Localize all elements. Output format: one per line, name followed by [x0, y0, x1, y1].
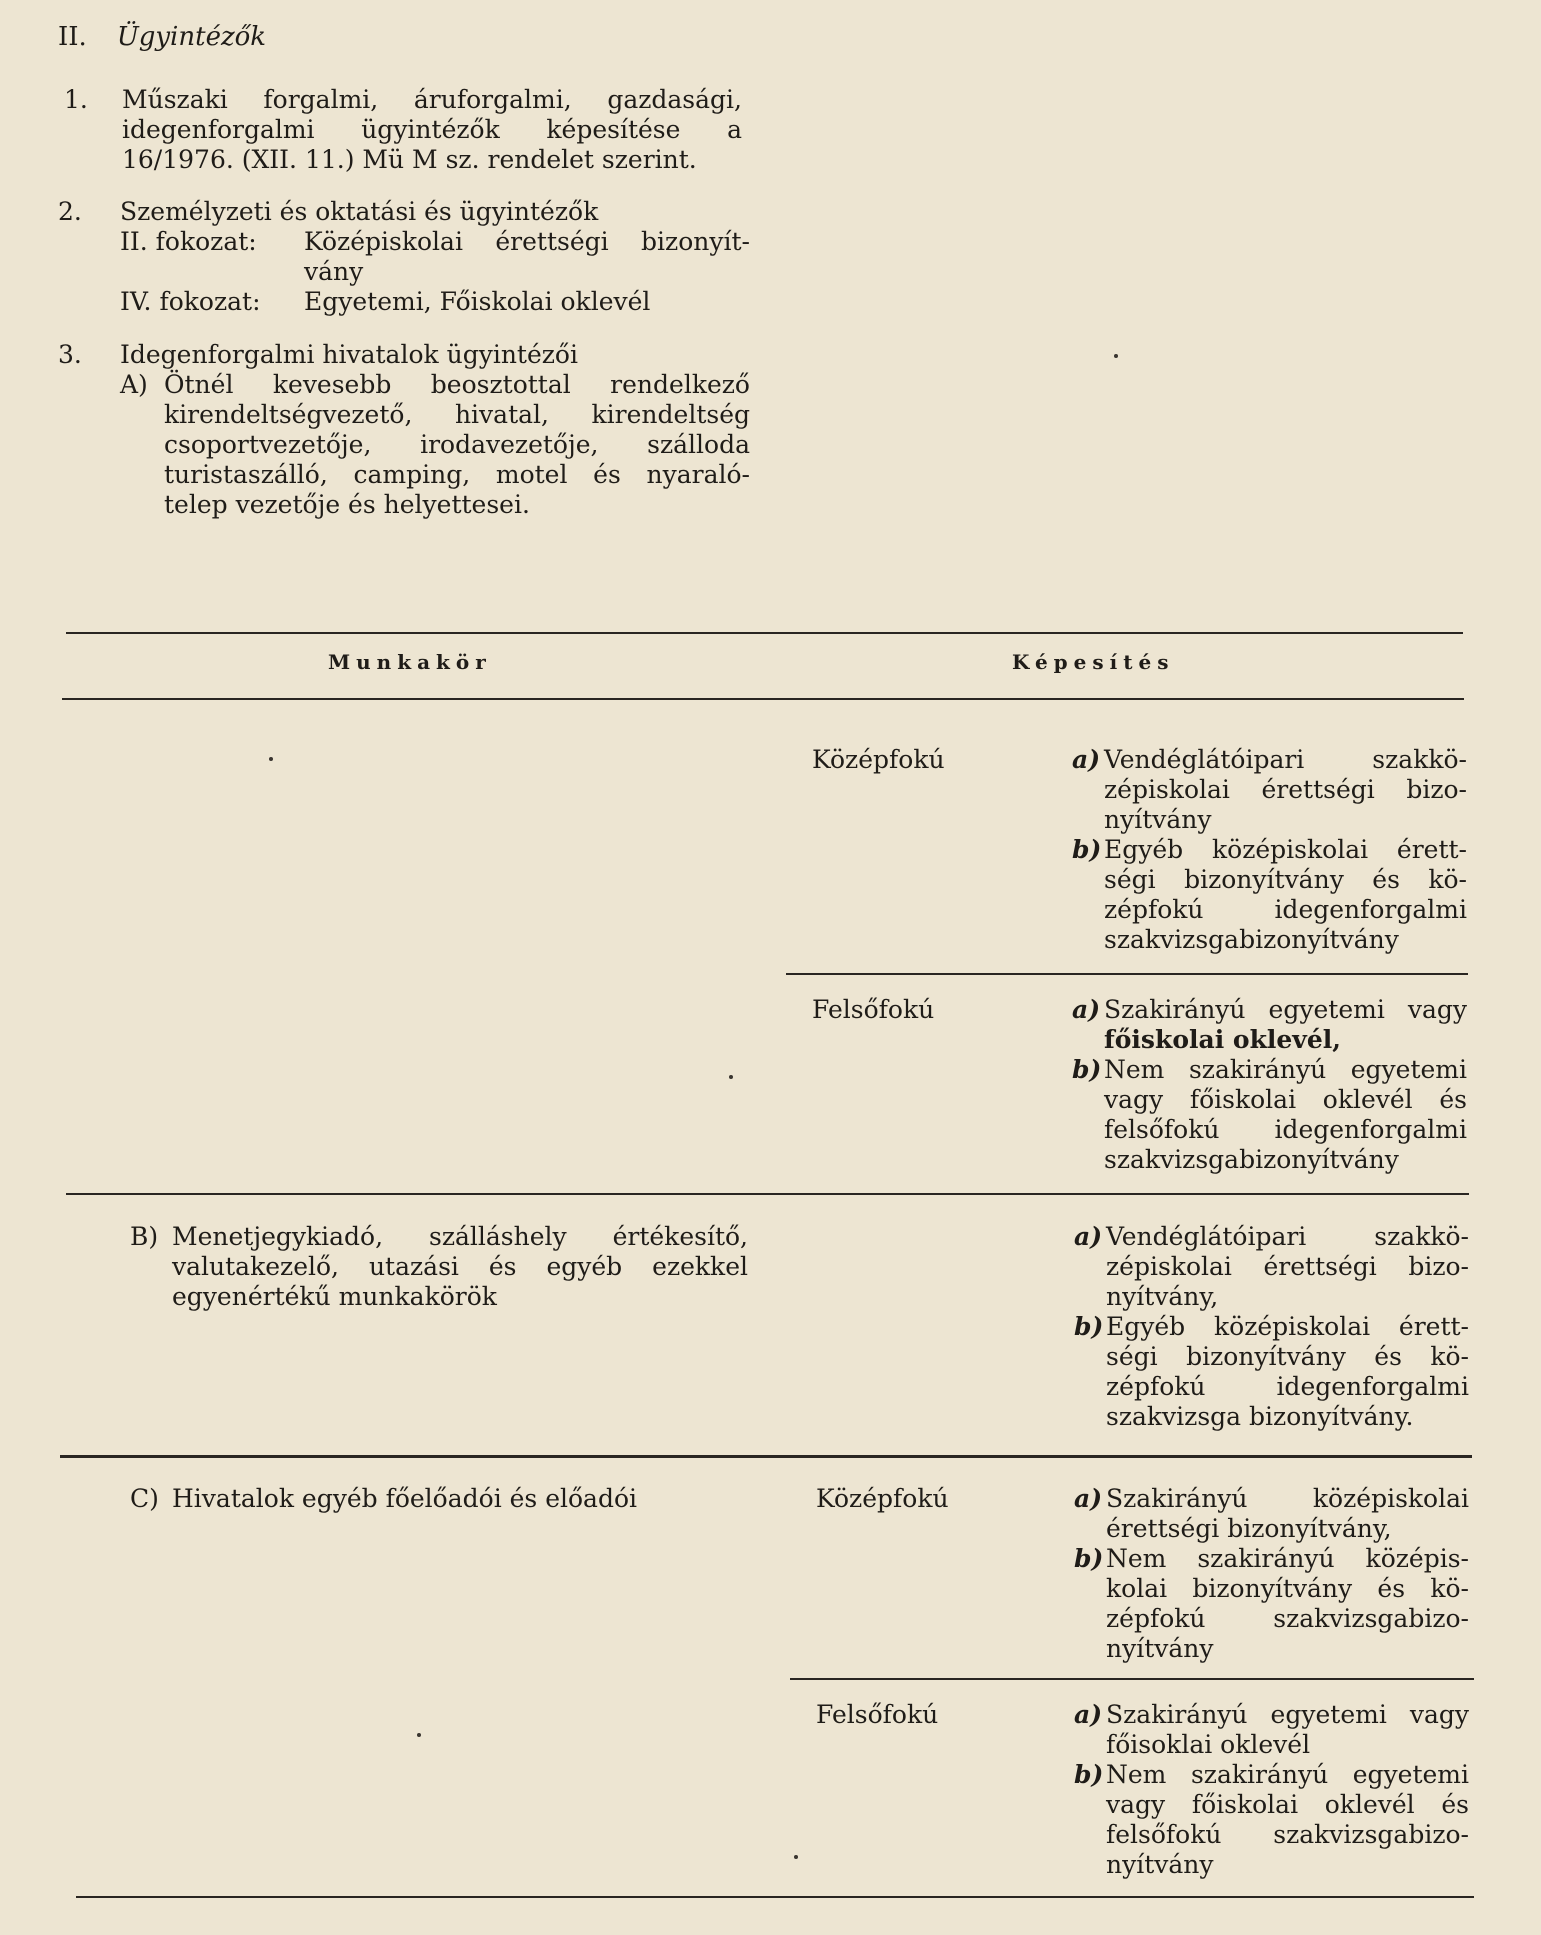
qualification-option	[1074, 1484, 1469, 1544]
text-line: nyítvány	[1106, 1850, 1214, 1879]
text-line: Vendéglátóipari szakkö-	[1106, 1222, 1469, 1251]
item-number: 1.	[64, 85, 88, 114]
qualification-block	[1074, 1484, 1469, 1664]
text-line: felsőfokú idegenforgalmi	[1104, 1115, 1467, 1144]
section-numeral: II.	[58, 22, 87, 52]
option-label: b)	[1072, 1055, 1102, 1084]
qualification-option	[1072, 745, 1467, 835]
scan-speck	[417, 1733, 421, 1737]
qualification-option	[1074, 1312, 1469, 1432]
text-line: Szakirányú középiskolai	[1106, 1484, 1469, 1513]
scan-speck	[269, 757, 273, 761]
text-line: Nem szakirányú középis-	[1106, 1544, 1469, 1573]
text-line: Hivatalok egyéb főelőadói és előadói	[172, 1484, 638, 1513]
text-line: szakvizsga bizonyítvány.	[1106, 1402, 1414, 1431]
row-divider	[66, 1193, 1469, 1195]
text-line: zépfokú idegenforgalmi	[1106, 1372, 1469, 1401]
text-line: Szakirányú egyetemi vagy	[1106, 1700, 1469, 1729]
qualification-block	[1074, 1222, 1469, 1432]
text-line: Nem szakirányú egyetemi	[1106, 1760, 1469, 1789]
option-label: a)	[1072, 745, 1101, 774]
item-2-text	[120, 197, 750, 317]
level-label: Felsőfokú	[812, 995, 935, 1024]
qualification-block	[1072, 995, 1467, 1175]
text-line: zépfokú szakvizsgabizo-	[1106, 1604, 1469, 1633]
text-line: Egyéb középiskolai érett-	[1106, 1312, 1469, 1341]
text-line: Szakirányú egyetemi vagy	[1104, 995, 1467, 1024]
text-line: csoportvezetője, irodavezetője, szálloda	[164, 430, 750, 459]
job-letter: B)	[130, 1222, 159, 1251]
text-line: vagy főiskolai oklevél és	[1104, 1085, 1467, 1114]
text-line: telep vezetője és helyettesei.	[164, 490, 530, 519]
grade-label: II. fokozat:	[120, 227, 257, 256]
grade-row	[120, 287, 750, 317]
job-description	[172, 1222, 748, 1312]
text-line: Nem szakirányú egyetemi	[1104, 1055, 1467, 1084]
level-divider	[790, 1678, 1474, 1680]
text-line: vány	[304, 257, 364, 286]
job-description	[172, 1484, 748, 1514]
grade-row	[120, 227, 750, 287]
option-label: b)	[1074, 1544, 1104, 1573]
table-header-rule	[62, 698, 1464, 700]
section-heading	[58, 22, 266, 52]
text-line: Ötnél kevesebb beosztottal rendelkező	[164, 370, 750, 399]
text-line: nyítvány,	[1106, 1282, 1219, 1311]
text-line: zépfokú idegenforgalmi	[1104, 895, 1467, 924]
text-line: Középiskolai érettségi bizonyít-	[304, 227, 750, 256]
scan-speck	[794, 1855, 798, 1859]
text-line: főiskolai oklevél,	[1104, 1025, 1341, 1054]
text-line: ségi bizonyítvány és kö-	[1106, 1342, 1469, 1371]
level-label: Középfokú	[816, 1484, 949, 1513]
text-line: kirendeltségvezető, hivatal, kirendeltség	[164, 400, 750, 429]
text-line: zépiskolai érettségi bizo-	[1106, 1252, 1469, 1281]
table-bottom-rule	[76, 1896, 1474, 1898]
item-title: Személyzeti és oktatási és ügyintézők	[120, 197, 599, 226]
scan-speck	[729, 1075, 733, 1079]
qualification-option	[1074, 1222, 1469, 1312]
text-line: főisoklai oklevél	[1106, 1730, 1311, 1759]
item-title: Idegenforgalmi hivatalok ügyintézői	[120, 340, 578, 369]
option-label: a)	[1074, 1222, 1103, 1251]
job-letter: C)	[130, 1484, 159, 1513]
option-label: a)	[1072, 995, 1101, 1024]
text-line: zépiskolai érettségi bizo-	[1104, 775, 1467, 804]
qualification-option	[1072, 1055, 1467, 1175]
text-line: vagy főiskolai oklevél és	[1106, 1790, 1469, 1819]
text-line: nyítvány	[1106, 1634, 1214, 1663]
qualification-option	[1074, 1544, 1469, 1664]
column-header-job: Munkakör	[328, 650, 492, 674]
scan-speck	[1114, 354, 1118, 358]
text-line: 16/1976. (XII. 11.) Mü M sz. rendelet szerint.	[122, 145, 697, 174]
qualification-block	[1072, 745, 1467, 955]
text-line: szakvizsgabizonyítvány	[1104, 925, 1399, 954]
text-line: ségi bizonyítvány és kö-	[1104, 865, 1467, 894]
qualification-block	[1074, 1700, 1469, 1880]
item-3-text	[120, 340, 750, 520]
option-label: a)	[1074, 1700, 1103, 1729]
item-number: 2.	[58, 197, 82, 226]
text-line: felsőfokú szakvizsgabizo-	[1106, 1820, 1469, 1849]
text-line: kolai bizonyítvány és kö-	[1106, 1574, 1469, 1603]
item-1-text	[122, 85, 742, 175]
level-label: Középfokú	[812, 745, 945, 774]
text-line: turistaszálló, camping, motel és nyaraló-	[164, 460, 750, 489]
sub-letter: A)	[120, 370, 148, 399]
text-line: Műszaki forgalmi, áruforgalmi, gazdasági,	[122, 85, 742, 114]
option-label: a)	[1074, 1484, 1103, 1513]
text-line: érettségi bizonyítvány,	[1106, 1514, 1392, 1543]
level-label: Felsőfokú	[816, 1700, 939, 1729]
text-line: egyenértékű munkakörök	[172, 1282, 497, 1311]
option-label: b)	[1072, 835, 1102, 864]
column-header-qualification: Képesítés	[1012, 650, 1175, 674]
section-title: Ügyintézők	[116, 22, 267, 52]
text-line: Egyetemi, Főiskolai oklevél	[304, 287, 651, 316]
text-line: Egyéb középiskolai érett-	[1104, 835, 1467, 864]
row-divider	[60, 1455, 1472, 1458]
text-line: nyítvány	[1104, 805, 1212, 834]
text-line: Vendéglátóipari szakkö-	[1104, 745, 1467, 774]
table-top-rule	[66, 632, 1463, 634]
qualification-option	[1072, 835, 1467, 955]
text-line: szakvizsgabizonyítvány	[1104, 1145, 1399, 1174]
text-line: idegenforgalmi ügyintézők képesítése a	[122, 115, 742, 144]
option-label: b)	[1074, 1312, 1104, 1341]
text-line: Menetjegykiadó, szálláshely értékesítő,	[172, 1222, 748, 1251]
item-number: 3.	[58, 340, 82, 369]
grade-label: IV. fokozat:	[120, 287, 261, 316]
qualification-option	[1074, 1760, 1469, 1880]
text-line: valutakezelő, utazási és egyéb ezekkel	[172, 1252, 748, 1281]
option-label: b)	[1074, 1760, 1104, 1789]
level-divider	[786, 973, 1468, 975]
qualification-option	[1074, 1700, 1469, 1760]
qualification-option	[1072, 995, 1467, 1055]
